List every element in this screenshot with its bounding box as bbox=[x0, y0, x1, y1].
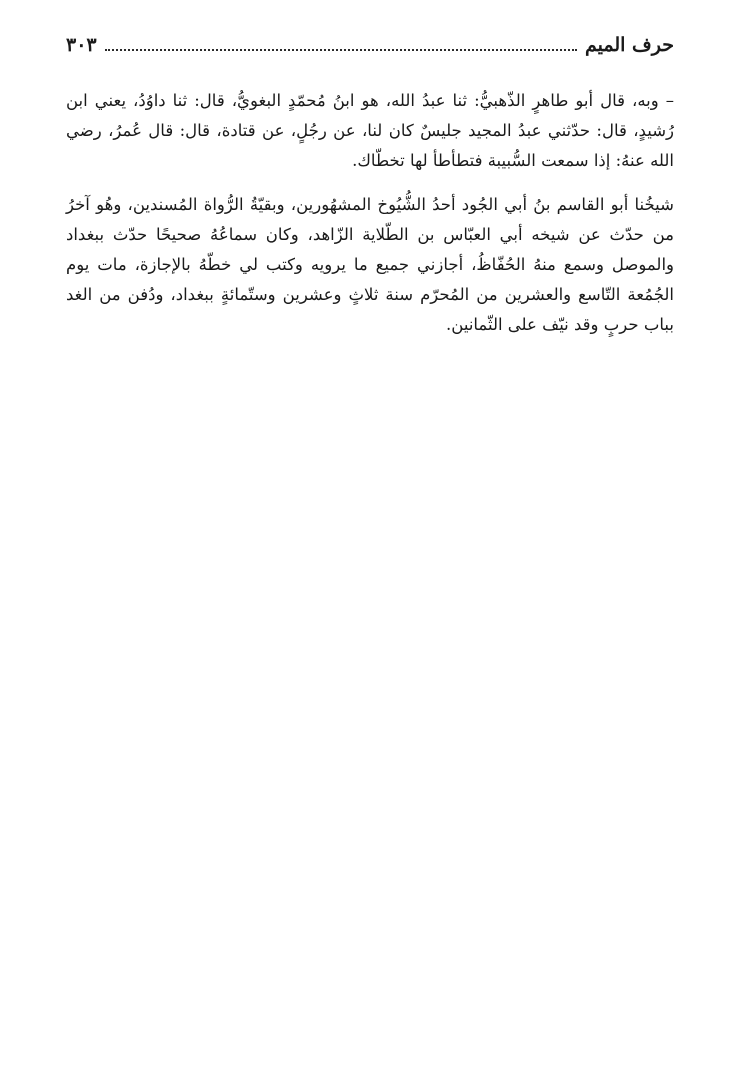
paragraph-biography: شيخُنا أبو القاسم بنُ أبي الجُود أحدُ الشُّيُوخ المشهُورين، وبقيّةُ الرُّواة المُسندين، وهُو آخرُ من حدّث عن شيخه أبي العبّاس بن الطّلاية الزّاهد، وكان سماعُهُ صحيحًا حدّث ببغداد والموصل وسمع منهُ الحُفّاظُ، أجازني جميع ما يرويه وكتب لي خطّهُ بالإجازة، مات يوم الجُمُعة التّاسع والعشرين من المُحرّم سنة ثلاثٍ وعشرين وستّمائةٍ ببغداد، ودُفن من الغد بباب حربٍ وقد نيّف على الثّمانين. bbox=[66, 195, 674, 334]
page-number: ٣٠٣ bbox=[66, 34, 97, 56]
page-header bbox=[66, 34, 674, 64]
paragraph-hadith: – وبه، قال أبو طاهرٍ الذّهبيُّ: ثنا عبدُ الله، هو ابنُ مُحمّدٍ البغويُّ، قال: ثنا داوُدُ، يعني ابن رُشيدٍ، قال: حدّثني عبدُ المجيد جليسٌ كان لنا، عن رجُلٍ، عن قتادة، قال: قال عُمرُ، رضي الله عنهُ: إذا سمعت السُّبيبة فتطأطأ لها تخطّاك. bbox=[66, 91, 674, 170]
header-dot-leader bbox=[105, 35, 577, 51]
page-header-title: حرف الميم bbox=[585, 34, 674, 56]
text-body bbox=[66, 86, 674, 340]
